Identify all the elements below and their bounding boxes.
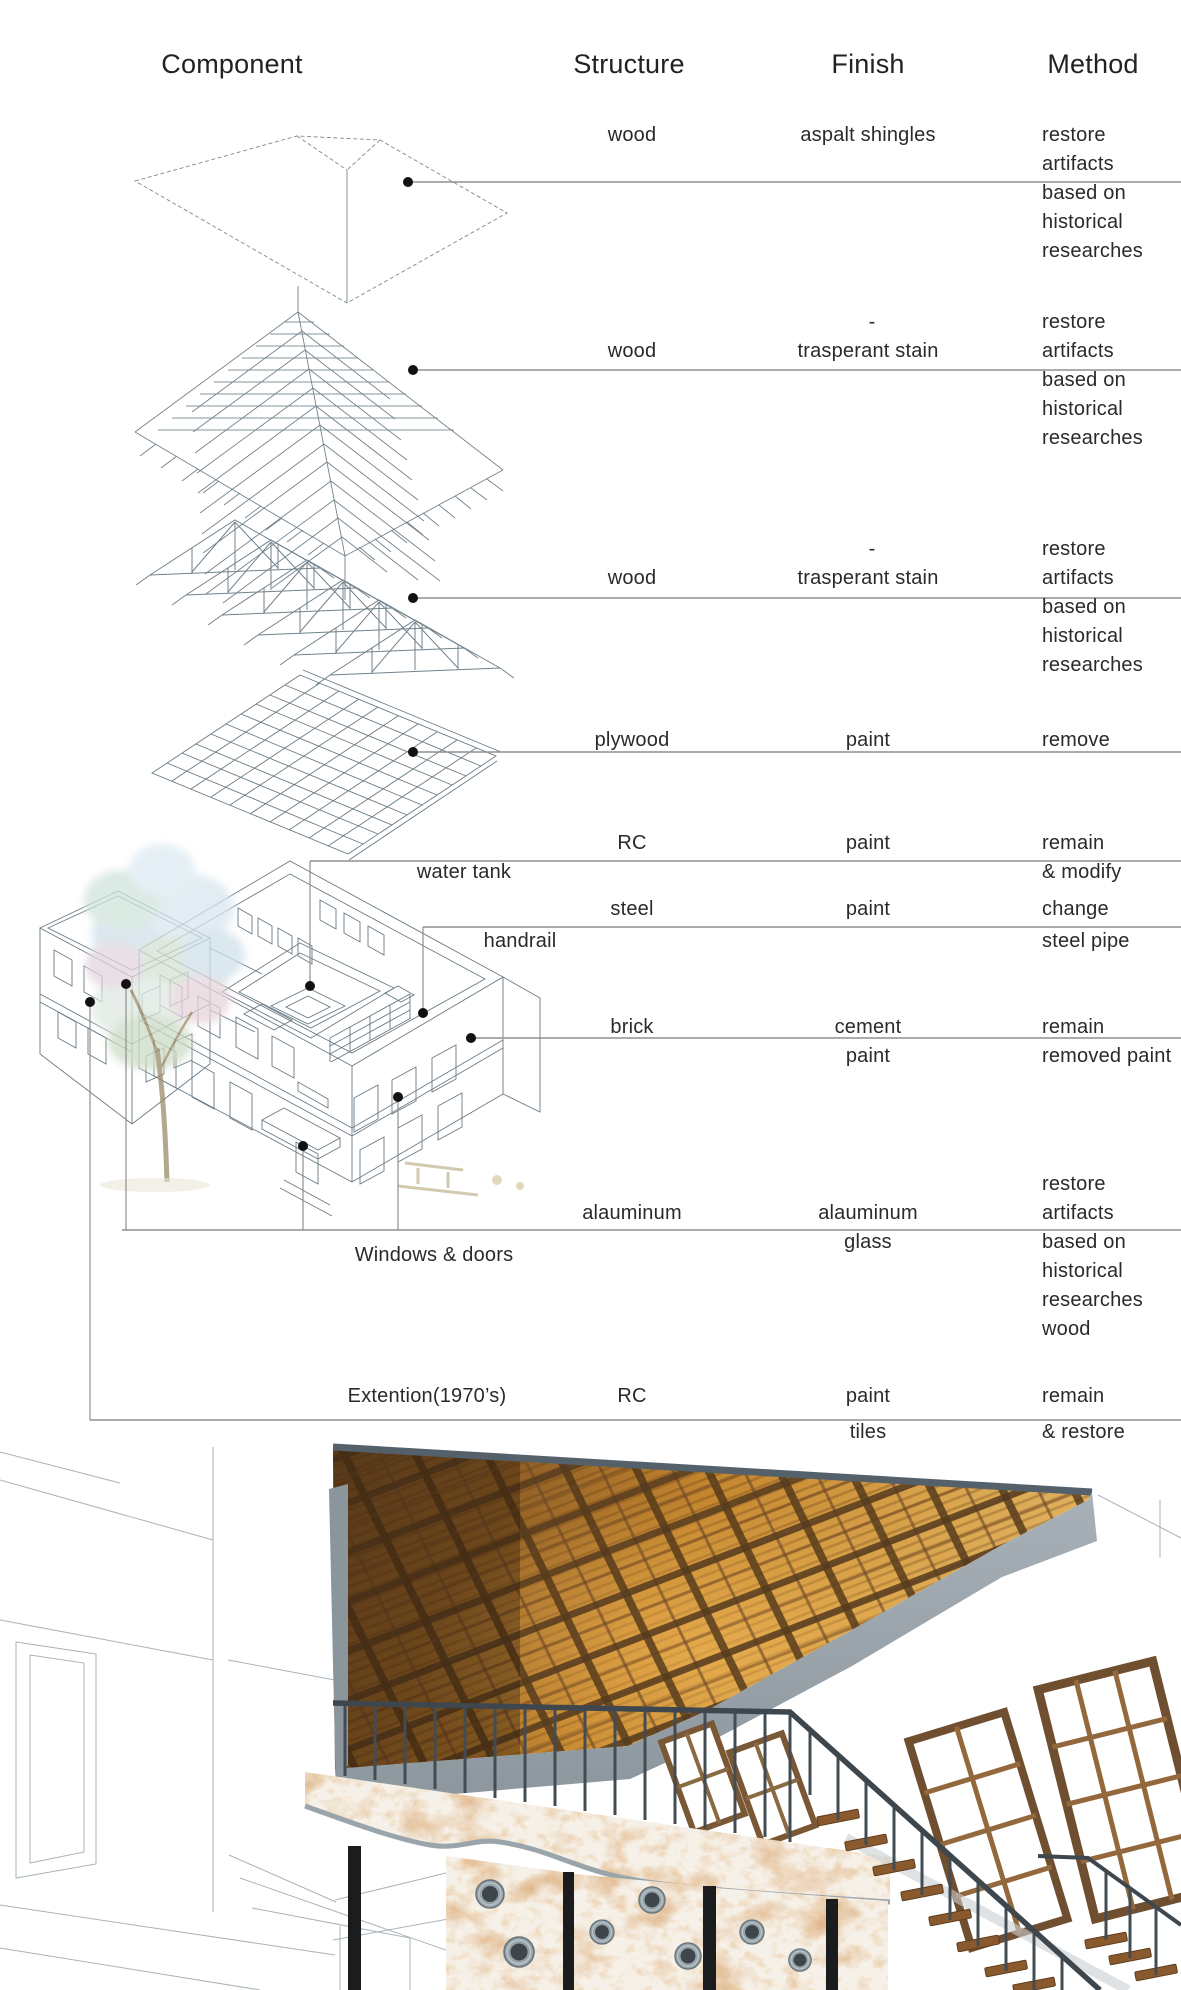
cell-finish-r7-l0: alauminum xyxy=(818,1202,918,1224)
cell-method-r0-l1: artifacts xyxy=(1042,153,1114,175)
interior-render xyxy=(0,1440,1181,1990)
cell-method-r0-l2: based on xyxy=(1042,182,1126,204)
rafter-roof-drawing xyxy=(135,286,503,603)
cell-method-r8-l0: remain xyxy=(1042,1385,1105,1407)
cell-method-r7-l2: based on xyxy=(1042,1231,1126,1253)
cell-method-r1-l0: restore xyxy=(1042,311,1106,333)
cell-method-r2-l3: historical xyxy=(1042,625,1123,647)
cell-method-r2-l4: researches xyxy=(1042,654,1143,676)
cell-method-r1-l3: historical xyxy=(1042,398,1123,420)
cell-finish-r7-l1: glass xyxy=(844,1231,892,1253)
cell-method-r4-l0: remain xyxy=(1042,832,1105,854)
cell-finish-r2-l1: trasperant stain xyxy=(797,567,939,589)
cell-method-r1-l2: based on xyxy=(1042,369,1126,391)
cell-method-r1-l1: artifacts xyxy=(1042,340,1114,362)
cell-finish-r5: paint xyxy=(845,898,891,920)
component-label-extension: Extention(1970’s) xyxy=(347,1385,507,1407)
column-header-method: Method xyxy=(1047,49,1139,79)
cell-method-r4-l1: & modify xyxy=(1042,861,1122,883)
cell-structure-r1: wood xyxy=(607,340,657,362)
cell-method-r7-l1: artifacts xyxy=(1042,1202,1114,1224)
cell-method-r2-l2: based on xyxy=(1042,596,1126,618)
cell-structure-r0: wood xyxy=(607,124,657,146)
shingle-roof-drawing xyxy=(135,136,507,303)
component-label-water-tank: water tank xyxy=(416,861,512,883)
cell-method-r2-l1: artifacts xyxy=(1042,567,1114,589)
cell-method-r0-l4: researches xyxy=(1042,240,1143,262)
cell-finish-r2-l0: - xyxy=(868,538,876,560)
cell-method-r0-l3: historical xyxy=(1042,211,1123,233)
picnic-table-sketch xyxy=(398,1163,524,1195)
cell-method-r6-l0: remain xyxy=(1042,1016,1105,1038)
cell-structure-r8: RC xyxy=(617,1385,647,1407)
cell-structure-r5: steel xyxy=(610,898,654,920)
cell-finish-r4: paint xyxy=(845,832,891,854)
cell-method-r2-l0: restore xyxy=(1042,538,1106,560)
cell-method-r6-l1: removed paint xyxy=(1042,1045,1172,1067)
cell-finish-r3: paint xyxy=(845,729,891,751)
column-header-structure: Structure xyxy=(573,49,685,79)
cell-method-r3: remove xyxy=(1042,729,1110,751)
cell-finish-r8-l1: tiles xyxy=(849,1421,887,1443)
cell-finish-r6-l0: cement xyxy=(834,1016,902,1038)
truss-drawing xyxy=(136,520,514,685)
cell-method-r8-l1: & restore xyxy=(1042,1421,1125,1443)
cell-method-r7-l5: wood xyxy=(1042,1318,1091,1340)
cell-finish-r1-l0: - xyxy=(868,311,876,333)
cell-method-r7-l4: researches xyxy=(1042,1289,1143,1311)
cell-finish-r6-l1: paint xyxy=(845,1045,891,1067)
cell-structure-r6: brick xyxy=(610,1016,654,1038)
column-header-finish: Finish xyxy=(831,49,905,79)
cell-structure-r4: RC xyxy=(617,832,647,854)
cell-finish-r0: aspalt shingles xyxy=(800,124,936,146)
column-header-component: Component xyxy=(161,49,303,79)
ceiling-grid-drawing xyxy=(152,670,501,860)
cell-finish-r8-l0: paint xyxy=(845,1385,891,1407)
cell-finish-r1-l1: trasperant stain xyxy=(797,340,939,362)
cell-method-r5-l1: steel pipe xyxy=(1042,930,1130,952)
cell-method-r7-l0: restore xyxy=(1042,1173,1106,1195)
small-window-2 xyxy=(729,1733,815,1844)
component-label-handrail: handrail xyxy=(483,930,557,952)
cell-structure-r2: wood xyxy=(607,567,657,589)
cell-structure-r3: plywood xyxy=(594,729,670,751)
component-label-windows-doors: Windows & doors xyxy=(354,1244,514,1266)
cell-method-r7-l3: historical xyxy=(1042,1260,1123,1282)
cell-method-r0-l0: restore xyxy=(1042,124,1106,146)
leader-lines xyxy=(90,182,1181,1420)
cell-method-r5-l0: change xyxy=(1042,898,1109,920)
cell-method-r1-l4: researches xyxy=(1042,427,1143,449)
cell-structure-r7: alauminum xyxy=(582,1202,682,1224)
